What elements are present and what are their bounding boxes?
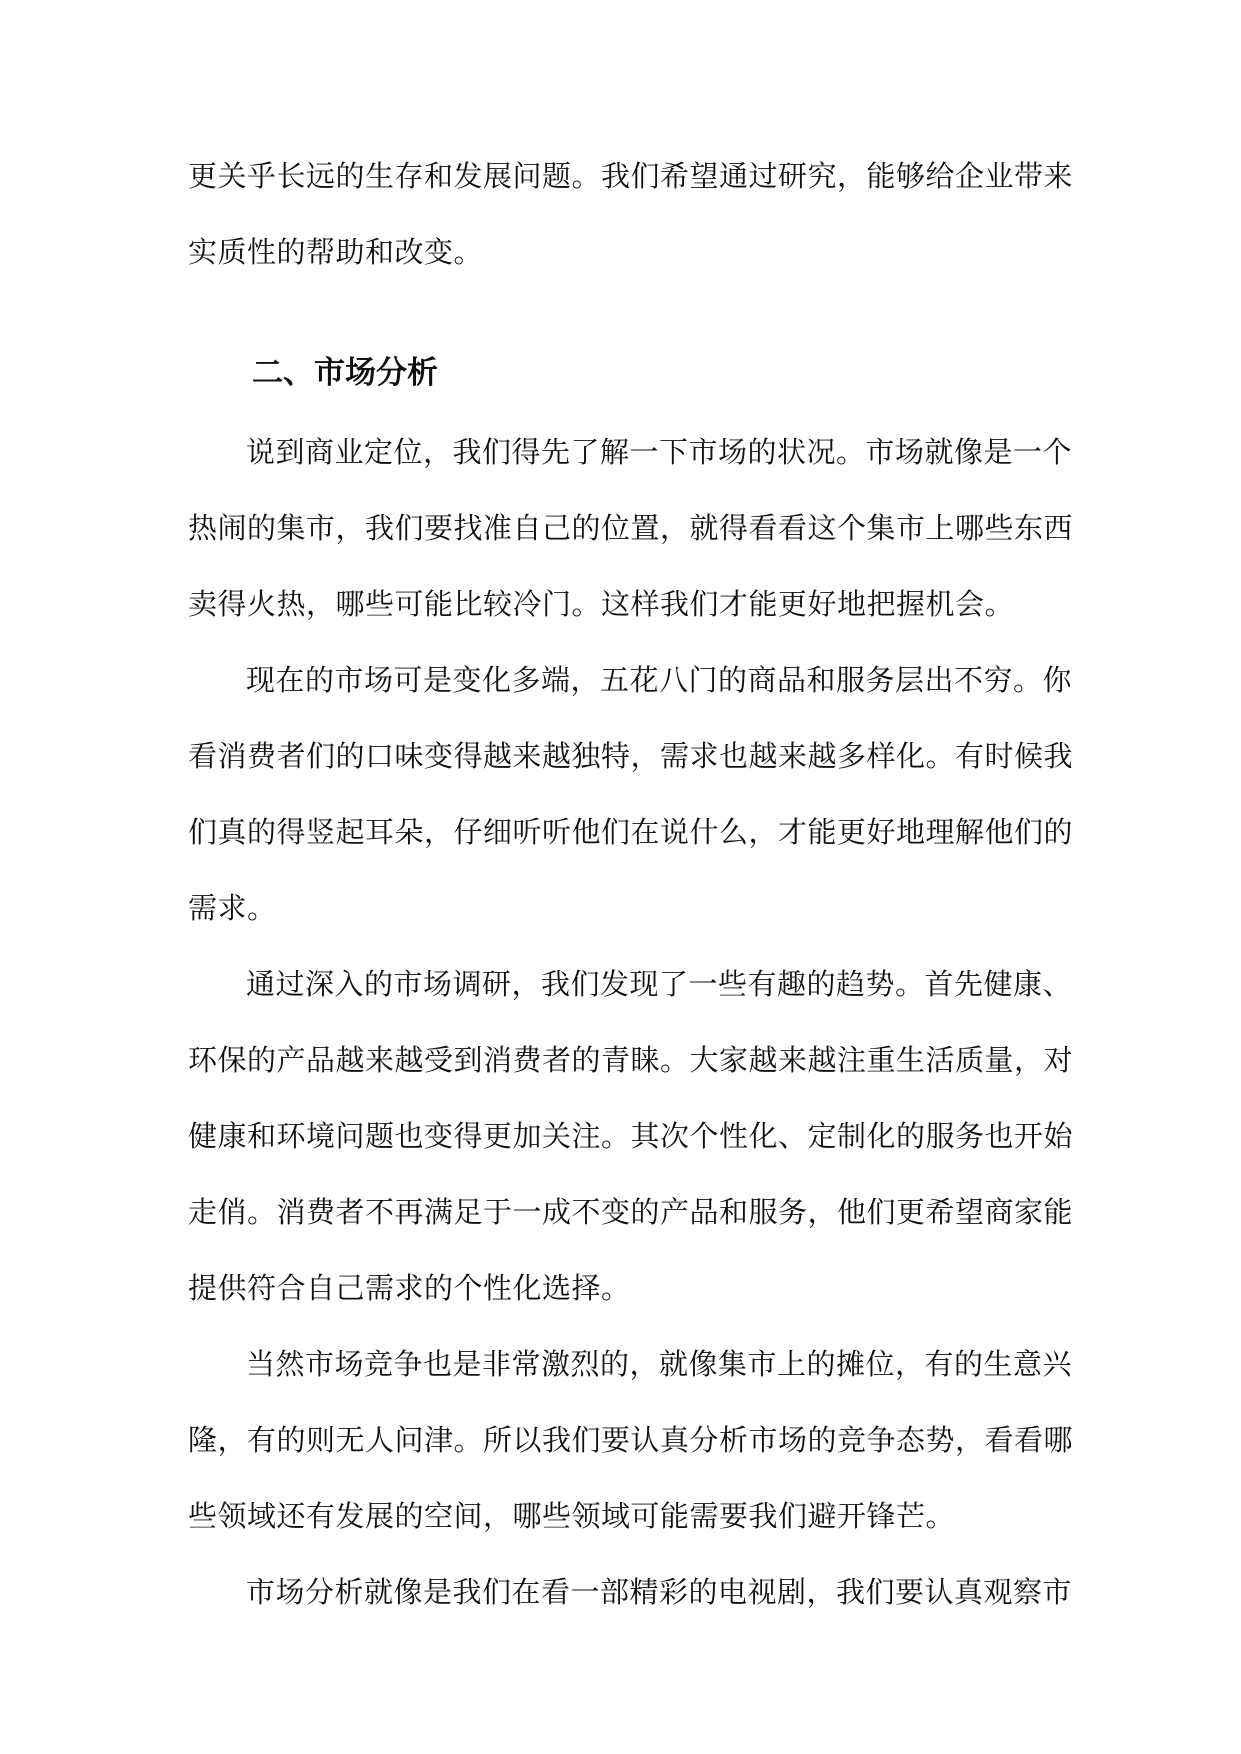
text-line: 走俏。消费者不再满足于一成不变的产品和服务，他们更希望商家能: [188, 1195, 1074, 1229]
text-line: 需求。: [188, 891, 277, 925]
text-line: 些领域还有发展的空间，哪些领域可能需要我们避开锋芒。: [188, 1499, 956, 1533]
text-line: 热闹的集市，我们要找准自己的位置，就得看看这个集市上哪些东西: [188, 511, 1074, 545]
intro-paragraph: [188, 138, 1074, 290]
text-line: 市场分析就像是我们在看一部精彩的电视剧，我们要认真观察市: [246, 1575, 1073, 1609]
text-line: 现在的市场可是变化多端，五花八门的商品和服务层出不穷。你: [246, 663, 1073, 697]
text-line: 当然市场竞争也是非常激烈的，就像集市上的摊位，有的生意兴: [246, 1347, 1073, 1381]
text-line: 隆，有的则无人问津。所以我们要认真分析市场的竞争态势，看看哪: [188, 1423, 1074, 1457]
text-line: 实质性的帮助和改变。: [188, 235, 484, 269]
text-line: 卖得火热，哪些可能比较冷门。这样我们才能更好地把握机会。: [188, 587, 1015, 621]
text-line: 更关乎长远的生存和发展问题。我们希望通过研究，能够给企业带来: [188, 159, 1074, 193]
text-line: 看消费者们的口味变得越来越独特，需求也越来越多样化。有时候我: [188, 739, 1074, 773]
paragraph-market-analysis: [188, 1554, 1073, 1630]
section-heading: 二、市场分析: [252, 355, 438, 391]
paragraph-market-position: [188, 414, 1074, 642]
text-line: 环保的产品越来越受到消费者的青睐。大家越来越注重生活质量，对: [188, 1043, 1074, 1077]
paragraph-market-trends: [188, 946, 1074, 1326]
document-body: [188, 138, 1074, 1630]
text-line: 说到商业定位，我们得先了解一下市场的状况。市场就像是一个: [246, 435, 1073, 469]
text-line: 们真的得竖起耳朵，仔细听听他们在说什么，才能更好地理解他们的: [188, 815, 1074, 849]
text-line: 通过深入的市场调研，我们发现了一些有趣的趋势。首先健康、: [246, 967, 1073, 1001]
text-line: 健康和环境问题也变得更加关注。其次个性化、定制化的服务也开始: [188, 1119, 1074, 1153]
paragraph-market-variety: [188, 642, 1074, 946]
paragraph-market-competition: [188, 1326, 1074, 1554]
text-line: 提供符合自己需求的个性化选择。: [188, 1271, 631, 1305]
